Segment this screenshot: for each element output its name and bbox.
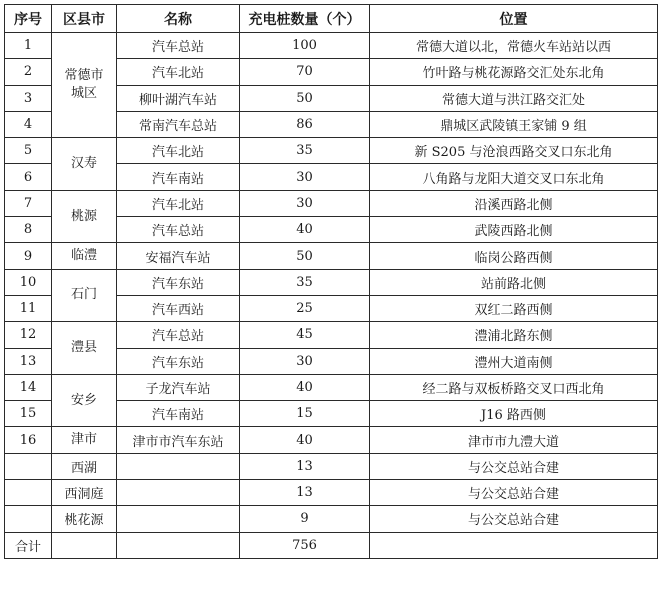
charger-count: 30 (240, 348, 370, 374)
station-location: 沿溪西路北侧 (370, 190, 658, 216)
charger-count: 40 (240, 427, 370, 453)
station-location: 双红二路西侧 (370, 295, 658, 321)
station-name: 子龙汽车站 (117, 374, 240, 400)
district-label-line: 临澧 (70, 248, 97, 264)
district-cell (52, 138, 117, 191)
table-row (5, 138, 658, 164)
district-cell: 桃花源 (52, 506, 117, 532)
header-index: 序号 (5, 5, 52, 33)
table-row (5, 33, 658, 59)
charger-count: 25 (240, 295, 370, 321)
district-label-line: 澧县 (70, 340, 97, 356)
station-name (117, 532, 240, 558)
row-index: 14 (5, 374, 52, 400)
charger-count: 50 (240, 243, 370, 269)
station-name: 汽车北站 (117, 190, 240, 216)
charger-count: 70 (240, 59, 370, 85)
station-name: 汽车总站 (117, 322, 240, 348)
station-location: 津市市九澧大道 (370, 427, 658, 453)
table-row (5, 190, 658, 216)
header-location: 位置 (370, 5, 658, 33)
row-index: 9 (5, 243, 52, 269)
row-index (5, 453, 52, 479)
station-location: 站前路北侧 (370, 269, 658, 295)
row-index: 11 (5, 295, 52, 321)
station-name: 常南汽车总站 (117, 111, 240, 137)
station-location: 常德大道与洪江路交汇处 (370, 85, 658, 111)
station-name: 汽车南站 (117, 401, 240, 427)
total-count: 756 (240, 532, 370, 558)
charger-count: 40 (240, 217, 370, 243)
charger-count: 100 (240, 33, 370, 59)
total-row (5, 532, 658, 558)
charging-station-table (4, 4, 658, 559)
row-index: 15 (5, 401, 52, 427)
station-location: 临岗公路西侧 (370, 243, 658, 269)
row-index: 13 (5, 348, 52, 374)
station-location: 与公交总站合建 (370, 506, 658, 532)
station-location: 澧州大道南侧 (370, 348, 658, 374)
table-row (5, 269, 658, 295)
charger-count: 45 (240, 322, 370, 348)
station-name: 汽车东站 (117, 269, 240, 295)
district-label-line: 津市 (70, 432, 97, 448)
table-row (5, 453, 658, 479)
station-name: 汽车东站 (117, 348, 240, 374)
row-index (5, 480, 52, 506)
district-cell (52, 322, 117, 375)
district-label-line: 安乡 (70, 392, 97, 408)
station-location: 竹叶路与桃花源路交汇处东北角 (370, 59, 658, 85)
table-body (5, 33, 658, 559)
row-index: 10 (5, 269, 52, 295)
station-name: 津市市汽车东站 (117, 427, 240, 453)
station-name: 汽车北站 (117, 138, 240, 164)
station-name: 安福汽车站 (117, 243, 240, 269)
station-name: 汽车总站 (117, 33, 240, 59)
station-name (117, 480, 240, 506)
charger-count: 35 (240, 269, 370, 295)
charger-count: 30 (240, 190, 370, 216)
district-label-line: 汉寿 (70, 155, 97, 171)
row-index: 5 (5, 138, 52, 164)
table-container (4, 4, 658, 559)
district-cell (52, 427, 117, 453)
district-cell: 西湖 (52, 453, 117, 479)
total-label: 合计 (5, 532, 52, 558)
station-location: 八角路与龙阳大道交叉口东北角 (370, 164, 658, 190)
district-cell (52, 532, 117, 558)
row-index (5, 506, 52, 532)
charger-count: 40 (240, 374, 370, 400)
row-index: 8 (5, 217, 52, 243)
header-count: 充电桩数量（个） (240, 5, 370, 33)
station-name: 柳叶湖汽车站 (117, 85, 240, 111)
district-label-line: 石门 (70, 287, 97, 303)
charger-count: 35 (240, 138, 370, 164)
row-index: 1 (5, 33, 52, 59)
table-row (5, 480, 658, 506)
station-location: 武陵西路北侧 (370, 217, 658, 243)
station-location (370, 532, 658, 558)
station-name: 汽车南站 (117, 164, 240, 190)
district-cell (52, 33, 117, 138)
station-location: 常德大道以北，常德火车站站以西 (370, 33, 658, 59)
station-location: 与公交总站合建 (370, 453, 658, 479)
charger-count: 30 (240, 164, 370, 190)
district-cell: 西洞庭 (52, 480, 117, 506)
charger-count: 9 (240, 506, 370, 532)
table-row (5, 427, 658, 453)
row-index: 3 (5, 85, 52, 111)
district-label-line: 桃源 (70, 208, 97, 224)
table-row (5, 243, 658, 269)
district-cell (52, 269, 117, 322)
row-index: 6 (5, 164, 52, 190)
station-location: J16 路西侧 (370, 401, 658, 427)
table-row (5, 506, 658, 532)
table-row (5, 322, 658, 348)
charger-count: 86 (240, 111, 370, 137)
charger-count: 50 (240, 85, 370, 111)
station-name: 汽车西站 (117, 295, 240, 321)
charger-count: 13 (240, 453, 370, 479)
row-index: 4 (5, 111, 52, 137)
header-district: 区县市 (52, 5, 117, 33)
row-index: 16 (5, 427, 52, 453)
charger-count: 15 (240, 401, 370, 427)
district-label-line: 城区 (70, 86, 97, 102)
table-header (5, 5, 658, 33)
district-label-line: 常德市 (64, 68, 104, 84)
station-name (117, 453, 240, 479)
header-row (5, 5, 658, 33)
district-cell (52, 243, 117, 269)
table-row (5, 374, 658, 400)
station-name (117, 506, 240, 532)
station-location: 经二路与双板桥路交叉口西北角 (370, 374, 658, 400)
station-location: 鼎城区武陵镇王家铺 9 组 (370, 111, 658, 137)
row-index: 12 (5, 322, 52, 348)
row-index: 7 (5, 190, 52, 216)
station-location: 新 S205 与沧浪西路交叉口东北角 (370, 138, 658, 164)
header-name: 名称 (117, 5, 240, 33)
station-location: 澧浦北路东侧 (370, 322, 658, 348)
station-name: 汽车总站 (117, 217, 240, 243)
station-location: 与公交总站合建 (370, 480, 658, 506)
row-index: 2 (5, 59, 52, 85)
charger-count: 13 (240, 480, 370, 506)
district-cell (52, 190, 117, 243)
district-cell (52, 374, 117, 427)
station-name: 汽车北站 (117, 59, 240, 85)
